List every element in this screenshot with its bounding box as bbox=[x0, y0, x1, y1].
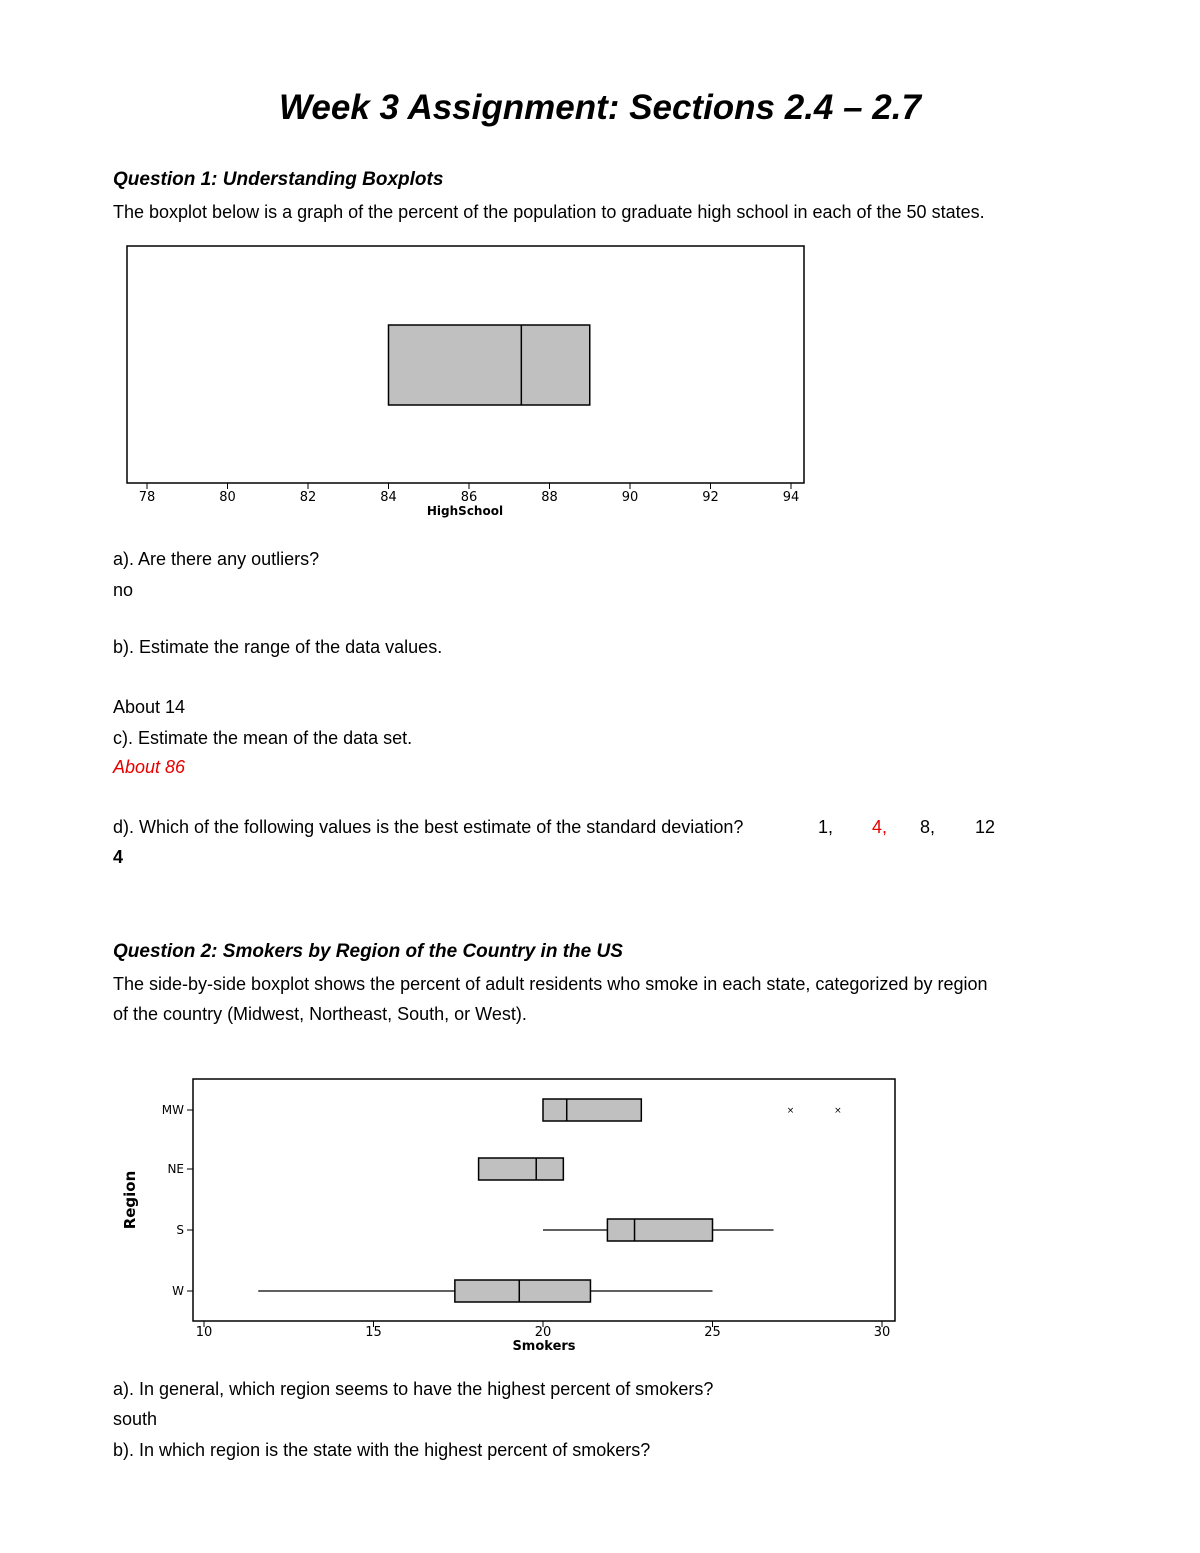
q1d-option-1: 1, bbox=[818, 817, 834, 837]
q1d-option-2: 4, bbox=[872, 817, 888, 837]
question-2-intro-line2: of the country (Midwest, Northeast, South, or West). bbox=[113, 1004, 527, 1024]
chart2-tick-label: 20 bbox=[534, 1325, 552, 1340]
q2a-answer: south bbox=[113, 1409, 158, 1429]
chart2-tick-label: 30 bbox=[873, 1325, 891, 1340]
chart2-tick-label: 25 bbox=[704, 1325, 721, 1340]
chart1-tick-label: 88 bbox=[541, 490, 558, 505]
chart2-box bbox=[543, 1099, 641, 1121]
chart2-ylabel: Region bbox=[121, 1170, 139, 1230]
q1a-question: a). Are there any outliers? bbox=[113, 549, 320, 569]
chart1-xlabel: HighSchool bbox=[426, 504, 504, 518]
page-title: Week 3 Assignment: Sections 2.4 – 2.7 bbox=[279, 88, 921, 127]
question-1-heading: Question 1: Understanding Boxplots bbox=[113, 169, 444, 190]
chart2-row-w bbox=[172, 1280, 712, 1302]
chart2-outlier: × bbox=[786, 1106, 795, 1116]
q1d-option-3: 8, bbox=[920, 817, 936, 837]
q1d-answer: 4 bbox=[113, 847, 124, 867]
chart1-tick-label: 82 bbox=[299, 490, 317, 505]
chart2-row-ne bbox=[167, 1158, 563, 1180]
chart2-tick-label: 15 bbox=[365, 1325, 382, 1340]
question-1-intro: The boxplot below is a graph of the percent of the population to graduate high school in each of the 50 states. bbox=[113, 202, 985, 222]
chart1-tick-label: 86 bbox=[460, 490, 478, 505]
chart1-tick-label: 92 bbox=[702, 490, 719, 505]
question-2-intro-line1: The side-by-side boxplot shows the percent of adult residents who smoke in each state, categorized by region bbox=[113, 974, 988, 994]
chart2-xlabel: Smokers bbox=[512, 1339, 576, 1354]
q2a-question: a). In general, which region seems to have the highest percent of smokers? bbox=[113, 1379, 714, 1399]
q1a-answer: no bbox=[113, 580, 134, 600]
q1b-answer: About 14 bbox=[113, 697, 186, 717]
chart2-box bbox=[607, 1219, 712, 1241]
chart1-tick-label: 94 bbox=[782, 490, 800, 505]
chart2-region-label: NE bbox=[167, 1162, 184, 1176]
q1c-answer: About 86 bbox=[113, 757, 186, 777]
question-2-heading: Question 2: Smokers by Region of the Country in the US bbox=[113, 941, 623, 962]
chart1-tick-label: 78 bbox=[138, 490, 156, 505]
q1b-question: b). Estimate the range of the data values. bbox=[113, 637, 443, 657]
chart2-outlier: × bbox=[834, 1106, 842, 1116]
chart2-row-s bbox=[176, 1219, 773, 1241]
chart2-region-label: MW bbox=[161, 1103, 184, 1117]
q1d-question: d). Which of the following values is the best estimate of the standard deviation? bbox=[113, 817, 744, 837]
chart1-tick-label: 84 bbox=[380, 490, 397, 505]
chart2-box bbox=[479, 1158, 564, 1180]
chart2-row-mw bbox=[162, 1099, 842, 1121]
q1d-option-4: 12 bbox=[975, 817, 996, 837]
q2b-question: b). In which region is the state with the highest percent of smokers? bbox=[113, 1440, 651, 1460]
chart2-box bbox=[455, 1280, 591, 1302]
chart1-tick-label: 80 bbox=[219, 490, 236, 505]
chart2-tick-label: 10 bbox=[195, 1325, 213, 1340]
chart2-region-label: S bbox=[176, 1223, 184, 1237]
chart2-region-label: W bbox=[172, 1284, 184, 1298]
chart1-tick-label: 90 bbox=[621, 490, 639, 505]
q1c-question: c). Estimate the mean of the data set. bbox=[113, 728, 413, 748]
